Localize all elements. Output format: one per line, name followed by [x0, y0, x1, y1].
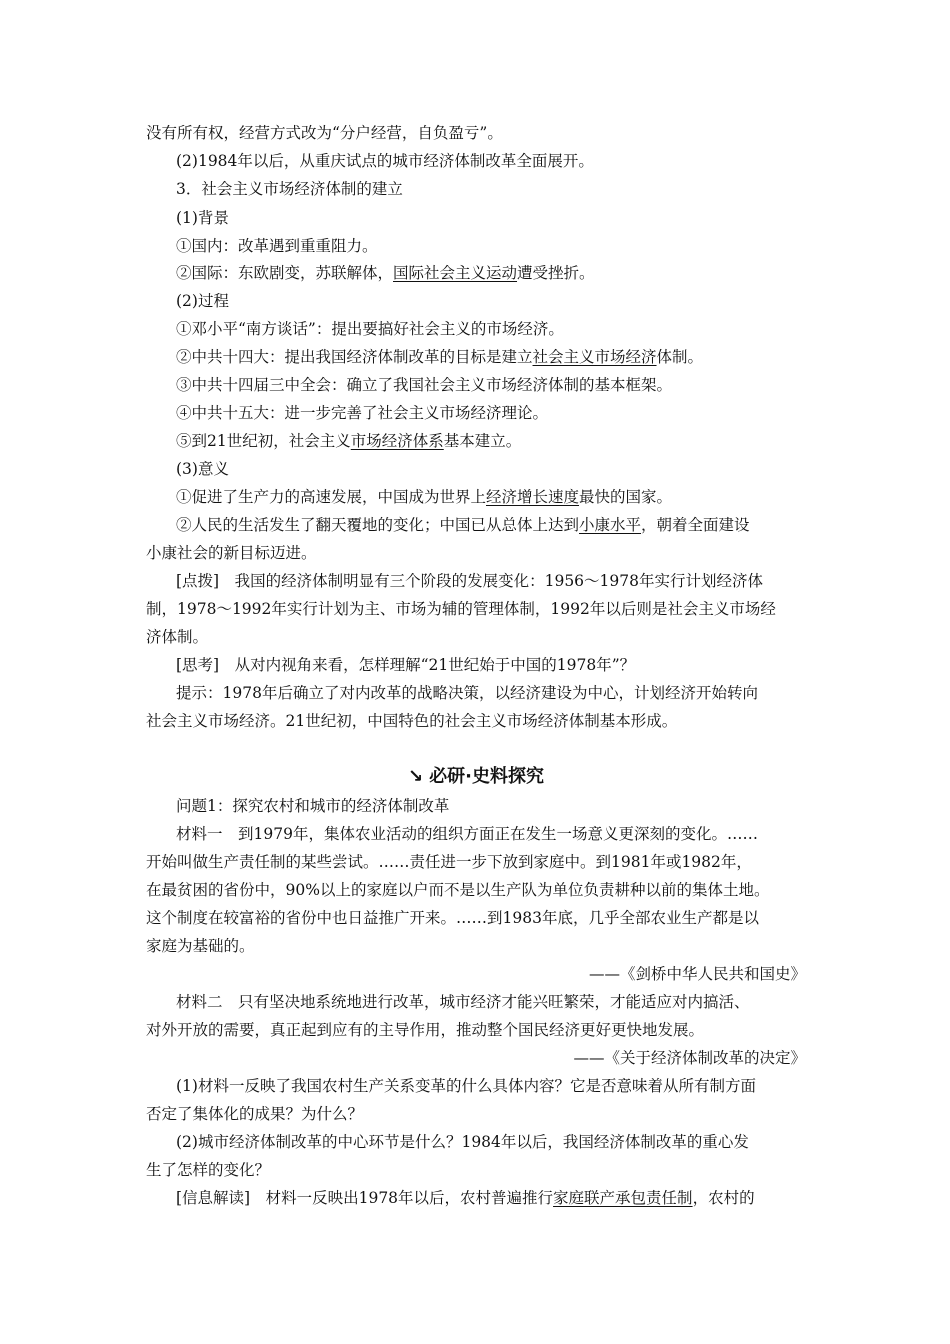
text-line: ⑤到21世纪初，社会主义市场经济体系基本建立。: [176, 432, 522, 450]
text-line: 生了怎样的变化？: [146, 1161, 271, 1179]
text-line: ②人民的生活发生了翻天覆地的变化；中国已从总体上达到小康水平，朝着全面建设: [176, 516, 750, 534]
text-line: 开始叫做生产责任制的某些尝试。……责任进一步下放到家庭中。到1981年或1982年，: [146, 853, 752, 871]
question-title: 问题1：探究农村和城市的经济体制改革: [176, 797, 450, 815]
underlined-term: 家庭联产承包责任制: [553, 1189, 693, 1207]
text-line: 小康社会的新目标迈进。: [146, 544, 317, 562]
text-line: ①邓小平“南方谈话”：提出要搞好社会主义的市场经济。: [176, 320, 564, 338]
text-line: 提示：1978年后确立了对内改革的战略决策，以经济建设为中心，计划经济开始转向: [176, 684, 758, 702]
text-line: 社会主义市场经济。21世纪初，中国特色的社会主义市场经济体制基本形成。: [146, 712, 678, 730]
text-line: ①国内：改革遇到重重阻力。: [176, 237, 378, 255]
text-line: 济体制。: [146, 628, 209, 646]
text-line: 否定了集体化的成果？为什么？: [146, 1105, 364, 1123]
text-line: 家庭为基础的。: [146, 937, 255, 955]
text-line: 材料二 只有坚决地系统地进行改革，城市经济才能兴旺繁荣，才能适应对内搞活、: [176, 993, 750, 1011]
section-heading: ↘ 必研·史料探究: [146, 764, 806, 790]
text-line: (3)意义: [176, 460, 229, 478]
text-line: 对外开放的需要，真正起到应有的主导作用，推动整个国民经济更好更快地发展。: [146, 1021, 705, 1039]
text-line: ③中共十四届三中全会：确立了我国社会主义市场经济体制的基本框架。: [176, 376, 673, 394]
text-line: [思考] 从对内视角来看，怎样理解“21世纪始于中国的1978年”？: [176, 656, 636, 674]
underlined-term: 小康水平: [579, 516, 642, 534]
text-line: ④中共十五大：进一步完善了社会主义市场经济理论。: [176, 404, 549, 422]
text-line: [点拨] 我国的经济体制明显有三个阶段的发展变化：1956～1978年实行计划经济体: [176, 572, 763, 590]
underlined-term: 社会主义市场经济: [532, 348, 657, 366]
text-line: (2)1984年以后，从重庆试点的城市经济体制改革全面展开。: [176, 152, 594, 170]
text-line: (2)城市经济体制改革的中心环节是什么？1984年以后，我国经济体制改革的重心发: [176, 1133, 749, 1151]
text-line: 没有所有权，经营方式改为“分户经营，自负盈亏”。: [146, 124, 503, 142]
text-line: ①促进了生产力的高速发展，中国成为世界上经济增长速度最快的国家。: [176, 488, 673, 506]
text-line: ②国际：东欧剧变，苏联解体，国际社会主义运动遭受挫折。: [176, 264, 595, 282]
text-line: 这个制度在较富裕的省份中也日益推广开来。……到1983年底，几乎全部农业生产都是以: [146, 909, 759, 927]
underlined-term: 市场经济体系: [350, 432, 444, 450]
text-line: 材料一 到1979年，集体农业活动的组织方面正在发生一场意义更深刻的变化。……: [176, 825, 758, 843]
arrow-down-right-icon: ↘: [408, 766, 424, 787]
underlined-term: 经济增长速度: [486, 488, 580, 506]
underlined-term: 国际社会主义运动: [393, 264, 518, 282]
text-line: (1)背景: [176, 209, 229, 227]
text-line: ②中共十四大：提出我国经济体制改革的目标是建立社会主义市场经济体制。: [176, 348, 704, 366]
text-line: 制，1978～1992年实行计划为主、市场为辅的管理体制，1992年以后则是社会主义市场经: [146, 600, 776, 618]
section-subtitle: 3．社会主义市场经济体制的建立: [176, 180, 403, 198]
text-line: [信息解读] 材料一反映出1978年以后，农村普遍推行家庭联产承包责任制，农村的: [176, 1189, 755, 1207]
text-line: (1)材料一反映了我国农村生产关系变革的什么具体内容？它是否意味着从所有制方面: [176, 1077, 756, 1095]
citation: ——《剑桥中华人民共和国史》: [588, 965, 806, 983]
text-line: 在最贫困的省份中，90%以上的家庭以户而不是以生产队为单位负责耕种以前的集体土地。: [146, 881, 770, 899]
text-line: (2)过程: [176, 292, 229, 310]
citation: ——《关于经济体制改革的决定》: [573, 1049, 806, 1067]
